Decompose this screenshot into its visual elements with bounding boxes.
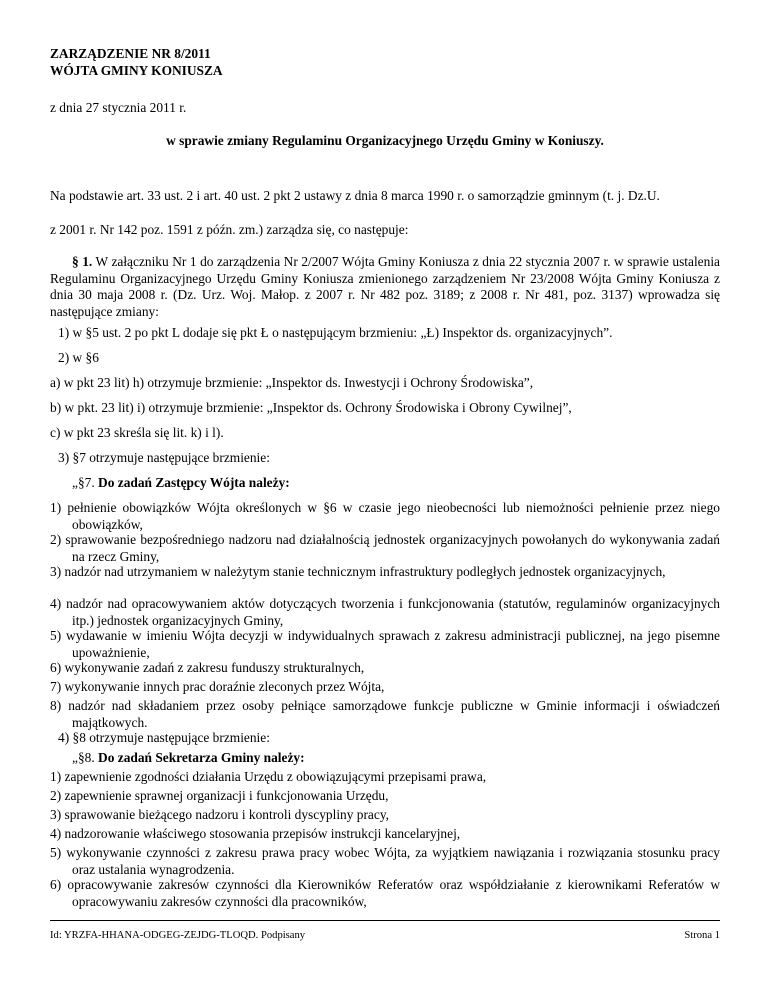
paragraph-1-label: § 1. (72, 254, 93, 269)
footer-page-number: Strona 1 (684, 930, 720, 941)
change-item-1: 1) w §5 ust. 2 po pkt L dodaje się pkt Ł o następującym brzmieniu: „Ł) Inspektor ds. organizacyjnych”. (58, 325, 613, 340)
change-item-2c: c) w pkt 23 skreśla się lit. k) i l). (50, 425, 224, 440)
preamble-line-1: Na podstawie art. 33 ust. 2 i art. 40 ust. 2 pkt 2 ustawy z dnia 8 marca 1990 r. o samorządzie gminnym (t. j. Dz.U. (50, 188, 660, 203)
par7-item-8: 8) nadzór nad składaniem przez osoby pełniące samorządowe funkcje publiczne w Gminie informacji i oświadczeń majątkowych. (50, 698, 720, 730)
par8-item-5: 5) wykonywanie czynności z zakresu prawa pracy wobec Wójta, za wyjątkiem nawiązania i rozwiązania stosunku pracy oraz ustalania wynagrodzenia. (50, 845, 720, 877)
par7-heading (50, 474, 742, 491)
par7-item-6: 6) wykonywanie zadań z zakresu funduszy strukturalnych, (50, 660, 365, 675)
change-item-4: 4) §8 otrzymuje następujące brzmienie: (58, 730, 270, 745)
par7-item-4: 4) nadzór nad opracowywaniem aktów dotyczących tworzenia i funkcjonowania (statutów, regulaminów organizacyjnych itp.) jednostek organizacyjnych Gminy, (50, 596, 720, 628)
par8-item-6: 6) opracowywanie zakresów czynności dla Kierowników Referatów oraz współdziałanie z kierownikami Referatów w opracowywaniu zakresów czynności dla pracowników, (50, 877, 720, 909)
title-line-1: ZARZĄDZENIE NR 8/2011 (50, 46, 211, 61)
change-item-3: 3) §7 otrzymuje następujące brzmienie: (58, 450, 270, 465)
document-page (50, 0, 720, 994)
par7-heading-text: Do zadań Zastępcy Wójta należy: (98, 475, 290, 490)
par8-item-2: 2) zapewnienie sprawnej organizacji i funkcjonowania Urzędu, (50, 788, 389, 803)
par7-prefix: „§7. (72, 475, 99, 490)
par8-heading (50, 749, 742, 766)
change-item-2: 2) w §6 (58, 350, 99, 365)
par8-heading-text: Do zadań Sekretarza Gminy należy: (98, 750, 305, 765)
preamble-line-2: z 2001 r. Nr 142 poz. 1591 z późn. zm.) zarządza się, co następuje: (50, 222, 409, 237)
paragraph-1-text: W załączniku Nr 1 do zarządzenia Nr 2/2007 Wójta Gminy Koniusza z dnia 22 stycznia 2007 r. w sprawie ustalenia Regulaminu Organizacyjnego Urzędu Gminy Koniusza zmienionego zarządzeniem Nr 23/2008 Wójta Gminy Koniusza z dnia 30 maja 2008 r. (Dz. Urz. Woj. Małop. z 2007 r. Nr 482 poz. 3189; z 2008 r. Nr 481, poz. 3137) wprowadza się następujące zmiany: (50, 254, 720, 319)
document-title (50, 45, 223, 79)
par7-item-2: 2) sprawowanie bezpośredniego nadzoru nad działalnością jednostek organizacyjnych powołanych do wykonywania zadań na rzecz Gminy, (50, 532, 720, 564)
footer-document-id: Id: YRZFA-HHANA-ODGEG-ZEJDG-TLOQD. Podpisany (50, 930, 306, 941)
change-item-2b: b) w pkt. 23 lit) i) otrzymuje brzmienie: „Inspektor ds. Ochrony Środowiska i Obrony Cywilnej”, (50, 400, 572, 415)
par8-item-1: 1) zapewnienie zgodności działania Urzędu z obowiązującymi przepisami prawa, (50, 769, 487, 784)
par8-prefix: „§8. (72, 750, 99, 765)
change-item-2a: a) w pkt 23 lit) h) otrzymuje brzmienie: „Inspektor ds. Inwestycji i Ochrony Środowiska”, (50, 375, 534, 390)
par8-item-4: 4) nadzorowanie właściwego stosowania przepisów instrukcji kancelaryjnej, (50, 826, 461, 841)
par7-item-3: 3) nadzór nad utrzymaniem w należytym stanie technicznym infrastruktury podległych jednostek organizacyjnych, (50, 564, 666, 579)
footer-divider (50, 920, 720, 921)
par7-item-1: 1) pełnienie obowiązków Wójta określonych w §6 w czasie jego nieobecności lub niemożności pełnienie przez niego obowiązków, (50, 500, 720, 532)
par7-item-7: 7) wykonywanie innych prac doraźnie zleconych przez Wójta, (50, 679, 385, 694)
title-line-2: WÓJTA GMINY KONIUSZA (50, 63, 223, 78)
par8-item-3: 3) sprawowanie bieżącego nadzoru i kontroli dyscypliny pracy, (50, 807, 389, 822)
document-subject: w sprawie zmiany Regulaminu Organizacyjnego Urzędu Gminy w Koniuszy. (166, 133, 604, 148)
par7-item-5: 5) wydawanie w imieniu Wójta decyzji w indywidualnych sprawach z zakresu administracji publicznej, na jego pisemne upoważnienie, (50, 628, 720, 660)
paragraph-1 (50, 254, 720, 320)
document-date: z dnia 27 stycznia 2011 r. (50, 100, 187, 115)
